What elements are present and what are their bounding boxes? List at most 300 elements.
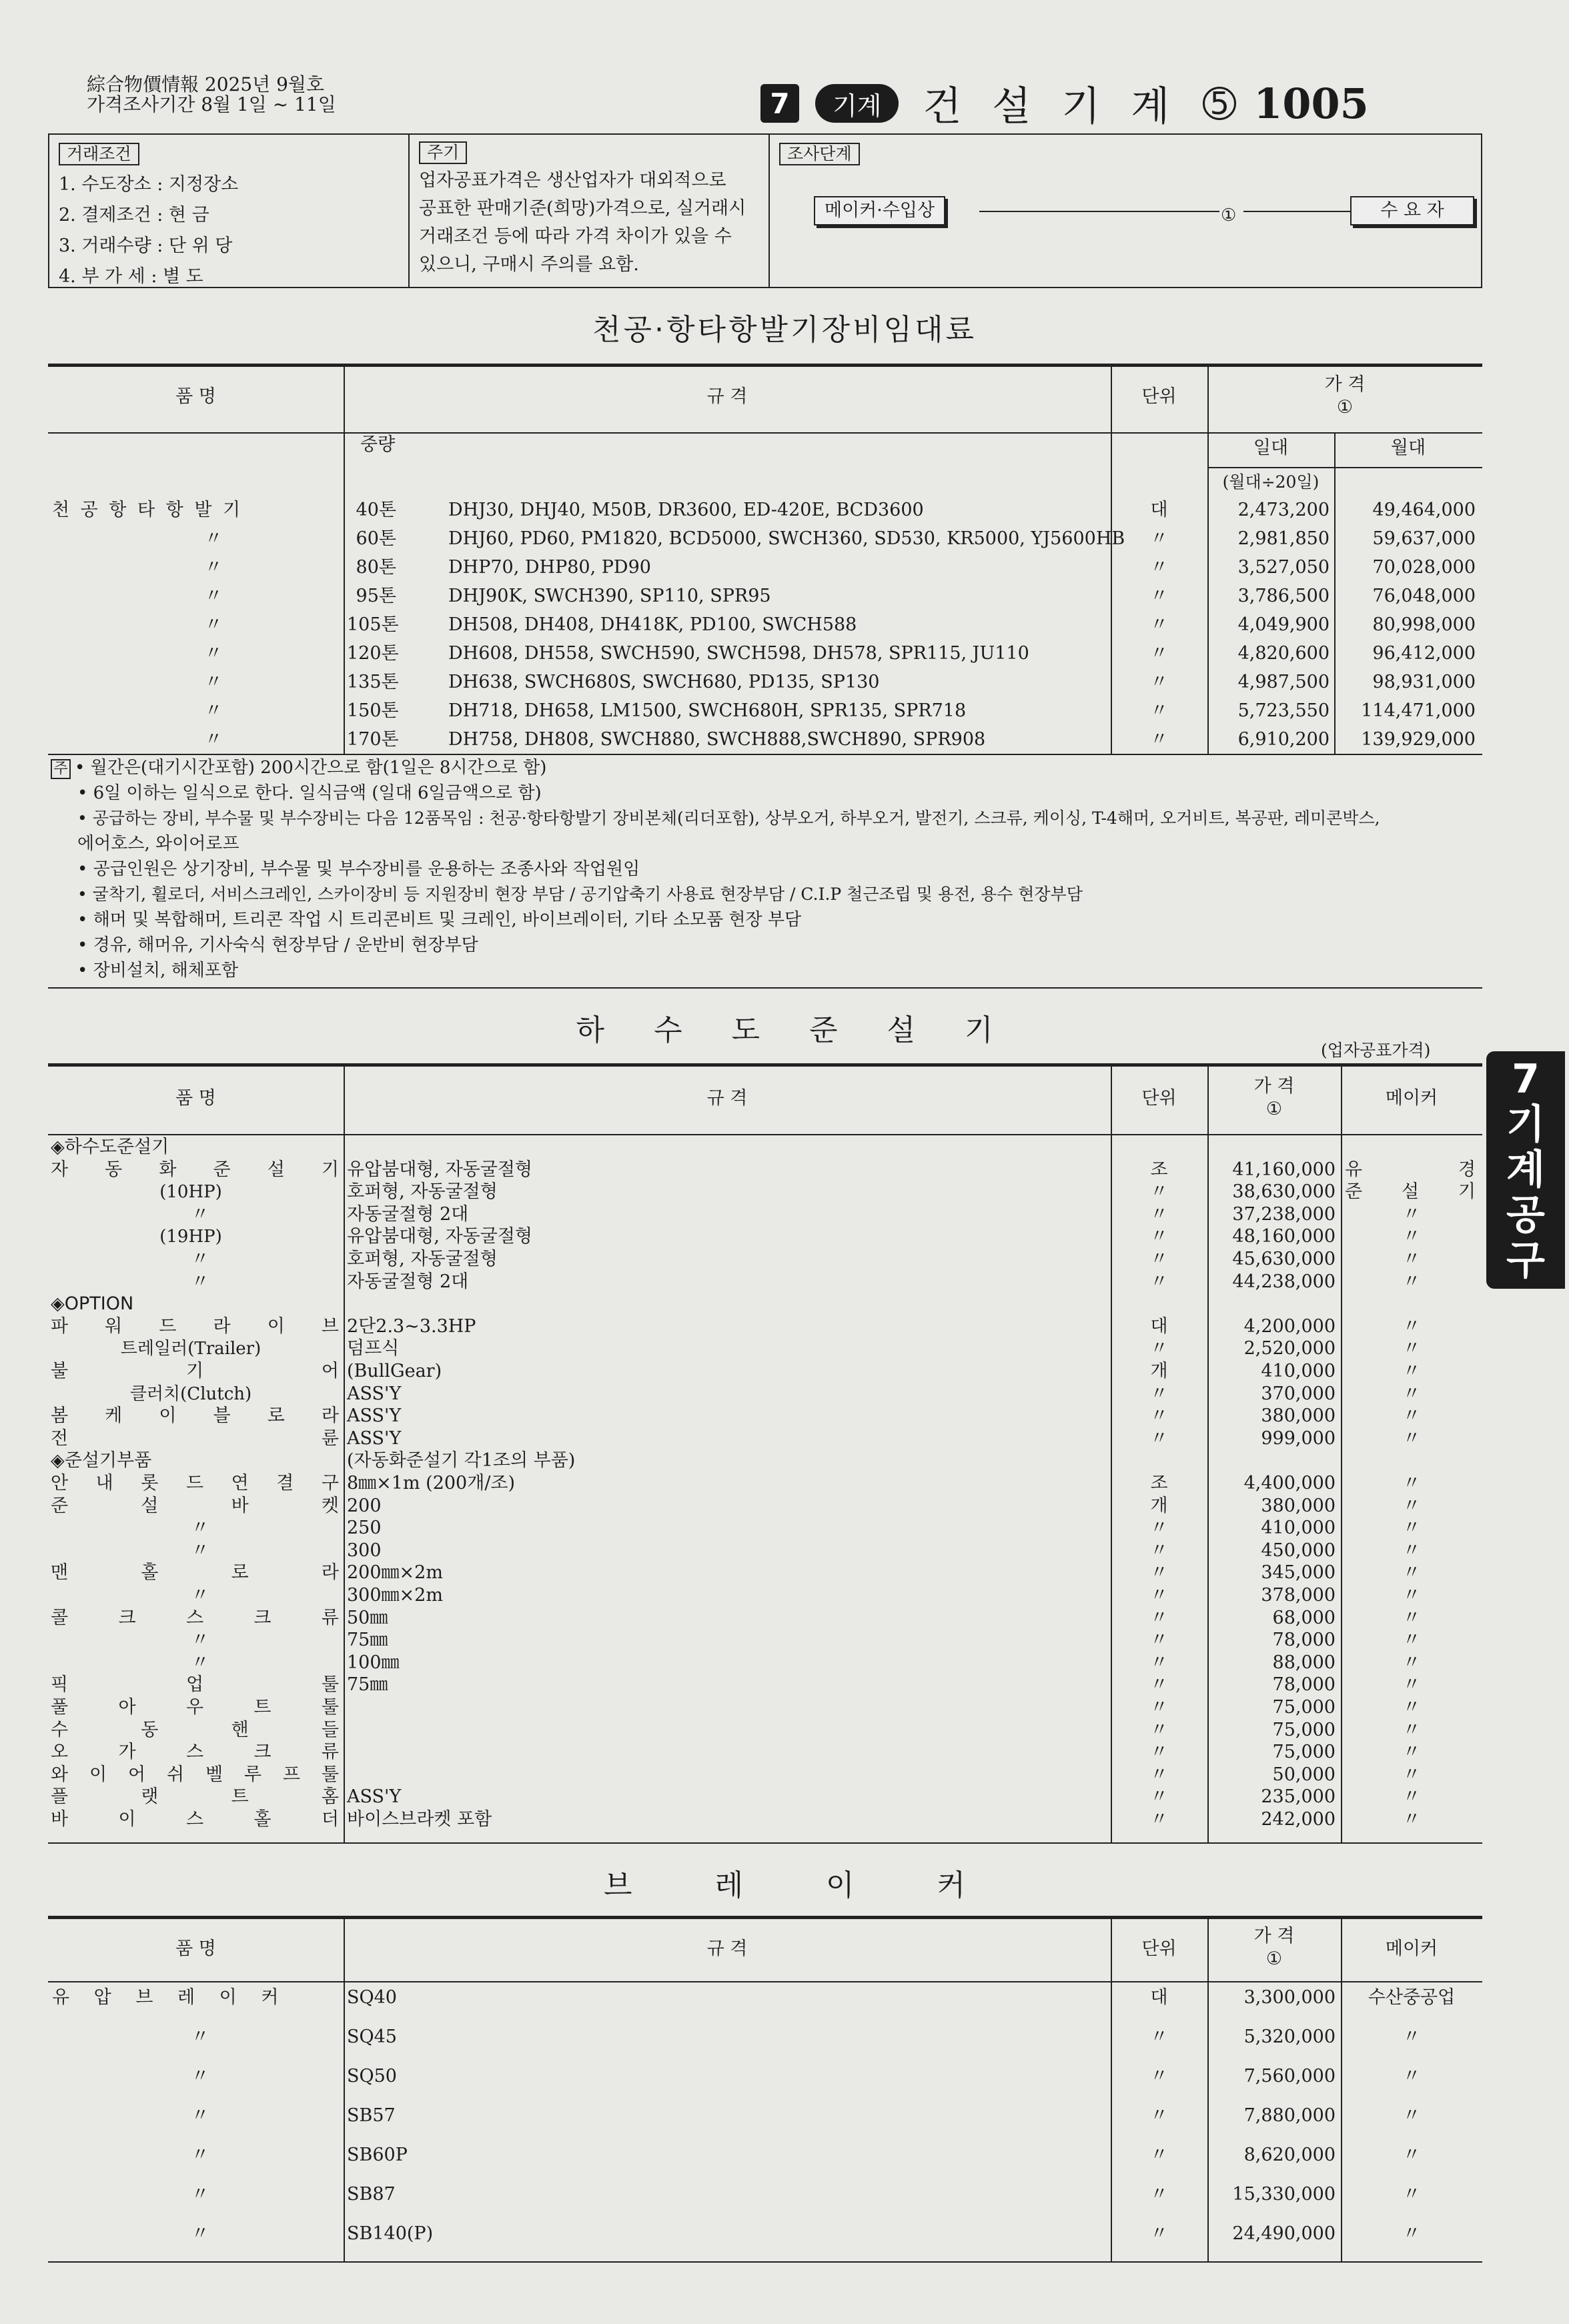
- price-cell: 15,330,000: [1232, 2184, 1336, 2205]
- price-cell: 378,000: [1261, 1585, 1336, 1606]
- unit-cell: 〃: [1150, 1607, 1168, 1628]
- spec-cell: DH718, DH658, LM1500, SWCH680H, SPR135, SPR718: [448, 700, 967, 721]
- monthly-cell: 49,464,000: [1372, 500, 1476, 520]
- unit-cell: 〃: [1150, 1562, 1168, 1584]
- note-label: 주기: [419, 141, 467, 164]
- col-header-daily: 일대: [1253, 438, 1289, 458]
- unit-cell: 〃: [1150, 1203, 1168, 1225]
- survey-period: 가격조사기간 8월 1일 ~ 11일: [87, 93, 336, 115]
- daily-cell: 6,910,200: [1237, 729, 1330, 750]
- unit-cell: 〃: [1150, 614, 1168, 635]
- unit-cell: 〃: [1150, 1226, 1168, 1247]
- unit-cell: 대: [1150, 1987, 1168, 2008]
- maker-cell: 〃: [1402, 1315, 1421, 1337]
- unit-cell: 개: [1150, 1361, 1168, 1381]
- spec-cell: SQ45: [347, 2026, 397, 2047]
- col-divider: [1111, 1916, 1112, 2261]
- item-cell: 〃: [191, 1630, 209, 1651]
- condition-line: 2. 결제조건 : 현 금: [59, 205, 209, 225]
- item-cell: 〃: [191, 1271, 209, 1292]
- side-tab-char: 구: [1506, 1237, 1545, 1284]
- price-cell: 50,000: [1272, 1764, 1336, 1785]
- unit-cell: 〃: [1150, 2105, 1168, 2126]
- maker-cell: 〃: [1402, 1405, 1421, 1427]
- item-cell: 오 가 스 크 류: [51, 1742, 339, 1763]
- note-line: [51, 755, 1380, 780]
- item-cell: 와 이 어 쉬 벨 루 프 툴: [51, 1764, 339, 1785]
- note-line: 거래조건 등에 따라 가격 차이가 있을 수: [419, 226, 732, 247]
- maker-cell: 〃: [1402, 1742, 1421, 1763]
- weight-cell: 40톤: [356, 500, 396, 520]
- unit-cell: 〃: [1150, 1630, 1168, 1651]
- unit-cell: 〃: [1150, 1585, 1168, 1606]
- spec-cell: (BullGear): [347, 1361, 442, 1381]
- unit-cell: 조: [1150, 1473, 1168, 1494]
- maker-cell: 〃: [1402, 1361, 1421, 1381]
- publication-title: 綜合物價情報 2025년 9월호: [87, 73, 325, 95]
- price-cell: 7,560,000: [1243, 2066, 1336, 2087]
- col-header-spec: 규 격: [706, 1088, 748, 1109]
- table-top-rule: [48, 1916, 1482, 1919]
- price-cell: 450,000: [1261, 1540, 1336, 1561]
- spec-cell: SQ50: [347, 2066, 397, 2087]
- price-cell: 3,300,000: [1243, 1987, 1336, 2008]
- header-rule: [48, 1134, 1482, 1135]
- header-rule: [48, 1981, 1482, 1982]
- spec-cell: SB57: [347, 2105, 396, 2126]
- maker-cell: 준 설 기: [1345, 1181, 1476, 1203]
- unit-cell: 〃: [1150, 1540, 1168, 1561]
- spec-cell: DH508, DH408, DH418K, PD100, SWCH588: [448, 614, 857, 635]
- col-header-spec: 규 격: [706, 1938, 748, 1959]
- chapter-title: 건설기계: [923, 83, 1201, 130]
- price-cell: 68,000: [1272, 1607, 1336, 1628]
- col-header-unit: 단위: [1141, 1088, 1177, 1109]
- col-header-price: 가 격: [1324, 374, 1366, 395]
- price-cell: 41,160,000: [1232, 1159, 1336, 1180]
- item-cell: 클러치(Clutch): [129, 1383, 252, 1404]
- spec-cell: DHJ30, DHJ40, M50B, DR3600, ED-420E, BCD3600: [448, 500, 924, 520]
- maker-cell: 〃: [1402, 1383, 1421, 1404]
- unit-cell: 〃: [1150, 1674, 1168, 1696]
- maker-cell: 〃: [1402, 2184, 1421, 2205]
- note-line: • 공급인원은 상기장비, 부수물 및 부수장비를 운용하는 조종사와 작업원임: [77, 859, 640, 879]
- col-header-item: 품 명: [175, 1938, 216, 1959]
- unit-cell: 〃: [1150, 2184, 1168, 2205]
- col-header-item: 품 명: [175, 386, 216, 407]
- col-header-maker: 메이커: [1385, 1938, 1438, 1959]
- spec-cell: 호퍼형, 자동굴절형: [347, 1249, 498, 1269]
- side-tab-char: 계: [1506, 1147, 1545, 1193]
- conditions-label: 거래조건: [59, 143, 139, 165]
- spec-cell: ASS'Y: [347, 1405, 402, 1427]
- unit-cell: 〃: [1150, 1809, 1168, 1830]
- item-name: 천 공 항 타 항 발 기: [52, 500, 243, 520]
- ditto-mark: 〃: [191, 2105, 209, 2126]
- price-cell: 44,238,000: [1232, 1271, 1336, 1292]
- unit-cell: 〃: [1150, 1249, 1168, 1269]
- unit-cell: 〃: [1150, 1742, 1168, 1763]
- spec-cell: 75㎜: [347, 1674, 388, 1696]
- unit-cell: 〃: [1150, 1383, 1168, 1404]
- ditto-mark: 〃: [191, 2026, 209, 2047]
- col-header-item: 품 명: [175, 1088, 216, 1109]
- note-line: 에어호스, 와이어로프: [77, 834, 239, 854]
- spec-cell: (자동화준설기 각1조의 부품): [347, 1450, 576, 1472]
- unit-cell: 〃: [1150, 2223, 1168, 2244]
- note-line: • 공급하는 장비, 부수물 및 부수장비는 다음 12품목임 : 천공·항타항발기 장비본체(리더포함), 상부오거, 하부오거, 발전기, 스크류, 케이싱, T-4해머, 오거비트, 복공판, 레미콘박스,: [77, 808, 1380, 828]
- maker-cell: 〃: [1402, 2105, 1421, 2126]
- item-cell: 콜 크 스 크 류: [51, 1607, 339, 1628]
- item-cell: (10HP): [159, 1182, 222, 1203]
- unit-cell: 〃: [1150, 1338, 1168, 1359]
- col-header-unit: 단위: [1141, 1938, 1177, 1959]
- price-cell: 75,000: [1272, 1742, 1336, 1763]
- price-cell: 75,000: [1272, 1697, 1336, 1718]
- spec-cell: 자동굴절형 2대: [347, 1271, 469, 1292]
- unit-cell: 대: [1150, 500, 1168, 520]
- spec-cell: DHJ90K, SWCH390, SP110, SPR95: [448, 586, 771, 606]
- spec-cell: DHJ60, PD60, PM1820, BCD5000, SWCH360, SD530, KR5000, YJ5600HB: [448, 528, 1125, 549]
- daily-cell: 5,723,550: [1237, 700, 1330, 721]
- item-cell: 픽 업 툴: [51, 1674, 339, 1696]
- col-divider: [344, 1916, 345, 2261]
- monthly-cell: 70,028,000: [1372, 557, 1476, 578]
- weight-cell: 150톤: [347, 700, 399, 721]
- spec-cell: DH638, SWCH680S, SWCH680, PD135, SP130: [448, 672, 880, 692]
- item-cell: 수 동 핸 들: [51, 1719, 339, 1740]
- col-header-maker: 메이커: [1385, 1088, 1438, 1109]
- item-cell: 전 륜: [51, 1427, 339, 1449]
- col-divider: [344, 1063, 345, 1842]
- maker-cell: 〃: [1402, 1226, 1421, 1247]
- survey-stage: [770, 135, 1481, 287]
- spec-cell: 50㎜: [347, 1607, 388, 1628]
- item-cell: 맨 홀 로 라: [51, 1562, 339, 1584]
- maker-cell: 〃: [1402, 1203, 1421, 1225]
- spec-cell: SQ40: [347, 1987, 397, 2008]
- ditto-mark: 〃: [191, 2145, 209, 2165]
- item-cell: 파 워 드 라 이 브: [51, 1315, 339, 1337]
- price-cell: 78,000: [1272, 1674, 1336, 1696]
- unit-cell: 〃: [1150, 2145, 1168, 2165]
- maker-cell: 〃: [1402, 1562, 1421, 1584]
- spec-cell: 250: [347, 1518, 382, 1539]
- spec-cell: 300㎜×2m: [347, 1585, 443, 1606]
- rental-notes: [51, 755, 1380, 983]
- col-header-price-mark: ①: [1336, 397, 1354, 418]
- spec-cell: 2단2.3~3.3HP: [347, 1315, 476, 1337]
- col-header-spec: 규 격: [706, 386, 748, 407]
- unit-cell: 개: [1150, 1495, 1168, 1516]
- note-line: • 6일 이하는 일식으로 한다. 일식금액 (일대 6일금액으로 함): [77, 783, 542, 803]
- monthly-cell: 76,048,000: [1372, 586, 1476, 606]
- price-cell: 37,238,000: [1232, 1203, 1336, 1225]
- price-cell: 5,320,000: [1243, 2026, 1336, 2047]
- spec-cell: DH758, DH808, SWCH880, SWCH888,SWCH890, SPR908: [448, 729, 986, 750]
- monthly-cell: 98,931,000: [1372, 672, 1476, 692]
- col-header-price-mark: ①: [1265, 1948, 1283, 1969]
- trade-conditions: [49, 135, 410, 287]
- price-cell: 370,000: [1261, 1383, 1336, 1404]
- maker-cell: 〃: [1402, 1764, 1421, 1785]
- item-cell: 〃: [191, 1518, 209, 1539]
- spec-cell: 자동굴절형 2대: [347, 1203, 469, 1225]
- price-cell: 410,000: [1261, 1361, 1336, 1381]
- item-cell: 봄 케 이 블 로 라: [51, 1405, 339, 1427]
- ditto-mark: 〃: [204, 614, 223, 635]
- unit-cell: 〃: [1150, 528, 1168, 549]
- col-divider: [1341, 1916, 1342, 2261]
- price-cell: 75,000: [1272, 1719, 1336, 1740]
- chapter-heading: [760, 79, 1369, 128]
- spec-cell: 바이스브라켓 포함: [347, 1809, 492, 1830]
- ditto-mark: 〃: [191, 2223, 209, 2244]
- spec-cell: ASS'Y: [347, 1786, 402, 1808]
- condition-line: 3. 거래수량 : 단 위 당: [59, 235, 233, 256]
- daily-cell: 2,981,850: [1237, 528, 1330, 549]
- item-cell: 〃: [191, 1249, 209, 1269]
- maker-cell: 〃: [1402, 1518, 1421, 1539]
- side-tab-char: 공: [1506, 1192, 1545, 1239]
- note-text: • 월간은(대기시간포함) 200시간으로 함(1일은 8시간으로 함): [75, 758, 547, 778]
- unit-cell: 〃: [1150, 557, 1168, 578]
- notes-bottom-rule: [48, 987, 1482, 989]
- table-top-rule: [48, 1063, 1482, 1067]
- spec-cell: ASS'Y: [347, 1427, 402, 1449]
- table-bottom-rule: [48, 1842, 1482, 1844]
- unit-cell: 대: [1150, 1315, 1168, 1337]
- maker-cell: 〃: [1402, 1630, 1421, 1651]
- col-header-weight: 중량: [360, 434, 396, 455]
- col-header-price: 가 격: [1253, 1926, 1295, 1946]
- unit-cell: 〃: [1150, 1786, 1168, 1808]
- spec-cell: 200: [347, 1495, 382, 1516]
- col-header-price-mark: ①: [1265, 1099, 1283, 1119]
- spec-cell: 유압붐대형, 자동굴절형: [347, 1159, 532, 1180]
- price-cell: 45,630,000: [1232, 1249, 1336, 1269]
- maker-cell: 〃: [1402, 1271, 1421, 1292]
- price-cell: 4,200,000: [1243, 1315, 1336, 1337]
- unit-cell: 〃: [1150, 2026, 1168, 2047]
- price-cell: 999,000: [1261, 1427, 1336, 1449]
- unit-cell: 〃: [1150, 1697, 1168, 1718]
- side-tab-number: 7: [1512, 1056, 1540, 1103]
- side-tab-char: 기: [1506, 1101, 1545, 1148]
- page-number: 1005: [1253, 79, 1369, 128]
- unit-cell: 〃: [1150, 1271, 1168, 1292]
- price-cell: 410,000: [1261, 1518, 1336, 1539]
- item-cell: 〃: [191, 1652, 209, 1673]
- spec-cell: SB87: [347, 2184, 396, 2205]
- unit-cell: 조: [1150, 1159, 1168, 1180]
- price-split-rule: [1207, 432, 1482, 434]
- spec-cell: 덤프식: [347, 1338, 400, 1359]
- note-line: 있으니, 구매시 주의를 요함.: [419, 254, 639, 275]
- spec-cell: 100㎜: [347, 1652, 400, 1673]
- weight-cell: 120톤: [347, 643, 399, 664]
- flow-to-box: 수 요 자: [1350, 196, 1474, 225]
- spec-cell: SB140(P): [347, 2223, 434, 2244]
- section-title-breaker: 브 레 이 커: [604, 1868, 965, 1902]
- monthly-cell: 80,998,000: [1372, 614, 1476, 635]
- item-cell: 〃: [191, 1540, 209, 1561]
- spec-cell: 호퍼형, 자동굴절형: [347, 1181, 498, 1203]
- item-cell: ◈준설기부품: [51, 1450, 152, 1472]
- maker-cell: 〃: [1402, 1338, 1421, 1359]
- maker-cell: 〃: [1402, 1473, 1421, 1494]
- unit-cell: 〃: [1150, 1181, 1168, 1203]
- maker-cell: 〃: [1402, 1674, 1421, 1696]
- item-cell: (19HP): [159, 1227, 222, 1247]
- section-title-sewer: 하 수 도 준 설 기: [576, 1013, 993, 1047]
- item-cell: ◈OPTION: [51, 1293, 134, 1315]
- weight-cell: 60톤: [356, 528, 396, 549]
- item-cell: 플 랫 트 홈: [51, 1786, 339, 1808]
- daily-cell: 4,049,900: [1237, 614, 1330, 635]
- note-line: • 해머 및 복합해머, 트리콘 작업 시 트리콘비트 및 크레인, 바이브레이터, 기타 소모품 현장 부담: [77, 910, 802, 930]
- maker-cell: 〃: [1402, 2223, 1421, 2244]
- maker-cell: 유 경: [1345, 1159, 1476, 1180]
- survey-flow: [779, 183, 1472, 263]
- maker-cell: 〃: [1402, 1249, 1421, 1269]
- price-cell: 48,160,000: [1232, 1226, 1336, 1247]
- unit-cell: 〃: [1150, 672, 1168, 692]
- price-cell: 235,000: [1261, 1786, 1336, 1808]
- monthly-cell: 114,471,000: [1361, 700, 1476, 721]
- ditto-mark: 〃: [204, 729, 223, 750]
- weight-cell: 80톤: [356, 557, 396, 578]
- section-title-drilling: 천공·항타항발기장비임대료: [592, 313, 977, 347]
- unit-cell: 〃: [1150, 1518, 1168, 1539]
- ditto-mark: 〃: [204, 700, 223, 721]
- maker-cell: 〃: [1402, 1719, 1421, 1740]
- unit-cell: 〃: [1150, 700, 1168, 721]
- spec-cell: DHP70, DHP80, PD90: [448, 557, 651, 578]
- item-cell: 〃: [191, 1203, 209, 1225]
- daily-cell: 3,527,050: [1237, 557, 1330, 578]
- survey-label: 조사단계: [779, 143, 860, 165]
- price-cell: 38,630,000: [1232, 1181, 1336, 1203]
- spec-cell: ASS'Y: [347, 1383, 402, 1404]
- spec-cell: DH608, DH558, SWCH590, SWCH598, DH578, SPR115, JU110: [448, 643, 1029, 664]
- maker-cell: 〃: [1402, 1652, 1421, 1673]
- chapter-number: 7: [760, 84, 799, 123]
- price-cell: 8,620,000: [1243, 2145, 1336, 2165]
- chapter-tag: 기계: [815, 84, 899, 123]
- note-line: • 굴착기, 휠로더, 서비스크레인, 스카이장비 등 지원장비 현장 부담 / 공기압축기 사용료 현장부담 / C.I.P 철근조립 및 용전, 용수 현장부담: [77, 885, 1083, 904]
- unit-cell: 〃: [1150, 1405, 1168, 1427]
- maker-cell: 〃: [1402, 1495, 1421, 1516]
- table-top-rule: [48, 364, 1482, 367]
- weight-cell: 135톤: [347, 672, 399, 692]
- daily-cell: 4,987,500: [1237, 672, 1330, 692]
- price-cell: 88,000: [1272, 1652, 1336, 1673]
- price-note: [410, 135, 770, 287]
- maker-cell: 〃: [1402, 1809, 1421, 1830]
- condition-line: 4. 부 가 세 : 별 도: [59, 266, 203, 287]
- item-cell: ◈하수도준설기: [51, 1137, 169, 1157]
- weight-cell: 170톤: [347, 729, 399, 750]
- spec-cell: 유압붐대형, 자동굴절형: [347, 1226, 532, 1247]
- item-cell: 준 설 바 켓: [51, 1495, 339, 1516]
- item-cell: 〃: [191, 1585, 209, 1606]
- unit-cell: 〃: [1150, 1427, 1168, 1449]
- price-sub-rule: [1207, 467, 1482, 468]
- maker-cell: 〃: [1402, 1697, 1421, 1718]
- unit-cell: 〃: [1150, 1719, 1168, 1740]
- item-cell: 바 이 스 홀 더: [51, 1809, 339, 1830]
- maker-cell: 〃: [1402, 1585, 1421, 1606]
- section-subtitle: (업자공표가격): [1321, 1041, 1431, 1060]
- monthly-cell: 59,637,000: [1372, 528, 1476, 549]
- price-cell: 380,000: [1261, 1405, 1336, 1427]
- note-line: 공표한 판매기준(희망)가격으로, 실거래시: [419, 198, 746, 219]
- note-line: • 장비설치, 해체포함: [77, 961, 239, 981]
- publication-info: [87, 75, 336, 115]
- daily-cell: 2,473,200: [1237, 500, 1330, 520]
- ditto-mark: 〃: [204, 643, 223, 664]
- spec-cell: 75㎜: [347, 1630, 388, 1651]
- chapter-side-tab: [1486, 1051, 1565, 1289]
- ditto-mark: 〃: [204, 672, 223, 692]
- item-cell: 자 동 화 준 설 기: [51, 1159, 339, 1180]
- price-cell: 78,000: [1272, 1630, 1336, 1651]
- unit-cell: 〃: [1150, 643, 1168, 664]
- item-cell: 불 기 어: [51, 1361, 339, 1381]
- unit-cell: 〃: [1150, 2066, 1168, 2087]
- flow-line-left: [979, 211, 1219, 212]
- col-header-unit: 단위: [1141, 386, 1177, 407]
- chapter-circle-number: 5: [1203, 87, 1236, 120]
- price-cell: 345,000: [1261, 1562, 1336, 1584]
- ditto-mark: 〃: [204, 557, 223, 578]
- price-cell: 2,520,000: [1243, 1338, 1336, 1359]
- condition-line: 1. 수도장소 : 지정장소: [59, 174, 239, 195]
- flow-mark: ①: [1221, 205, 1237, 225]
- daily-cell: 3,786,500: [1237, 586, 1330, 606]
- maker-cell: 〃: [1402, 1786, 1421, 1808]
- col-divider: [344, 364, 345, 754]
- item-cell: 트레일러(Trailer): [120, 1339, 262, 1359]
- note-line: • 경유, 해머유, 기사숙식 현장부담 / 운반비 현장부담: [77, 935, 478, 955]
- note-mark: 주: [51, 759, 71, 779]
- unit-cell: 〃: [1150, 1652, 1168, 1673]
- unit-cell: 〃: [1150, 586, 1168, 606]
- spec-cell: 200㎜×2m: [347, 1562, 443, 1584]
- ditto-mark: 〃: [204, 586, 223, 606]
- price-cell: 242,000: [1261, 1809, 1336, 1830]
- weight-cell: 105톤: [347, 614, 399, 635]
- monthly-cell: 139,929,000: [1361, 729, 1476, 750]
- price-cell: 4,400,000: [1243, 1473, 1336, 1494]
- ditto-mark: 〃: [191, 2066, 209, 2087]
- unit-cell: 〃: [1150, 1764, 1168, 1785]
- maker-cell: 〃: [1402, 1607, 1421, 1628]
- ditto-mark: 〃: [204, 528, 223, 549]
- spec-cell: 300: [347, 1540, 382, 1561]
- spec-cell: 8㎜×1m (200개/조): [347, 1473, 516, 1494]
- maker-cell: 〃: [1402, 2145, 1421, 2165]
- maker-cell: 수산중공업: [1368, 1987, 1456, 2008]
- monthly-cell: 96,412,000: [1372, 643, 1476, 664]
- ditto-mark: 〃: [191, 2184, 209, 2205]
- spec-cell: SB60P: [347, 2145, 408, 2165]
- weight-cell: 95톤: [356, 586, 396, 606]
- daily-cell: 4,820,600: [1237, 643, 1330, 664]
- item-cell: 풀 아 우 트 툴: [51, 1697, 339, 1718]
- maker-cell: 〃: [1402, 1540, 1421, 1561]
